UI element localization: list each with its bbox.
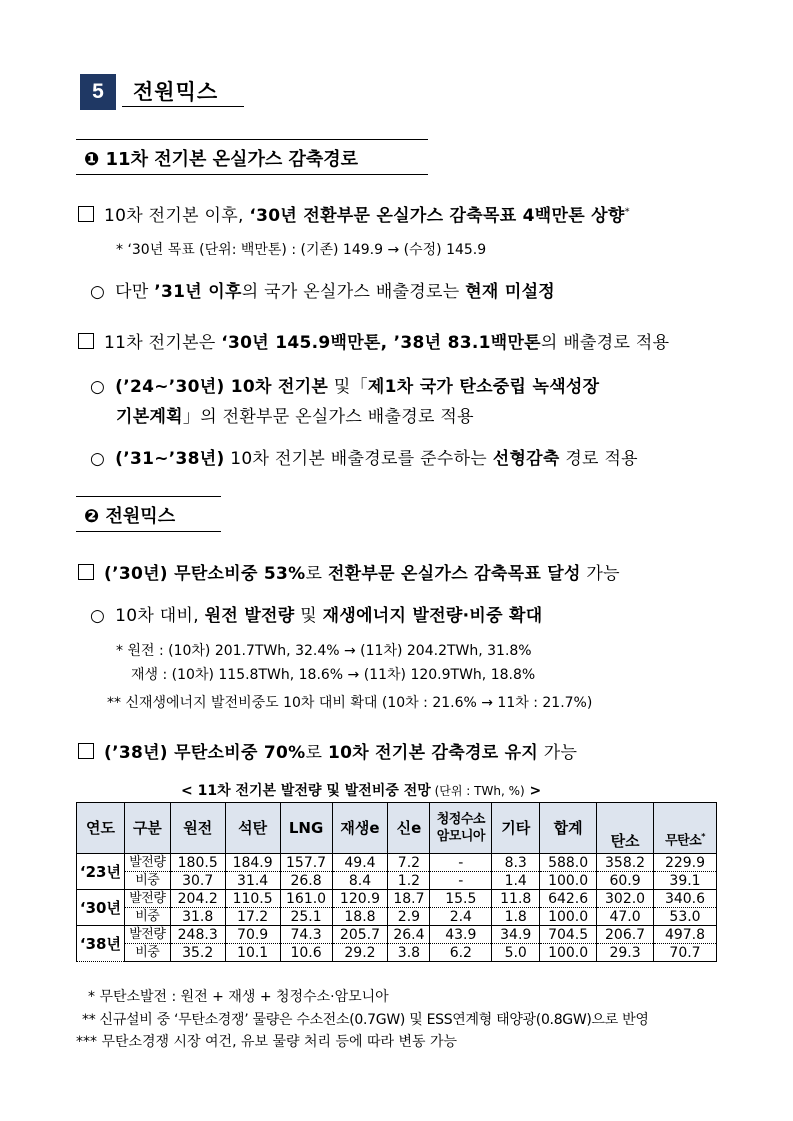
p8-bold-2: 10차 전기본 감축경로 유지 (327, 743, 539, 763)
header-year: 연도 (77, 803, 125, 854)
header-lng: LNG (280, 803, 332, 854)
table-cell: 497.8 (654, 926, 717, 944)
p3-text-1: 11차 전기본은 (104, 333, 222, 353)
square-bullet-icon (78, 206, 94, 222)
table-cell: 1.2 (388, 872, 430, 890)
square-bullet-icon (78, 333, 94, 349)
header-total: 합계 (540, 803, 597, 854)
table-row (77, 908, 717, 926)
p2-text-2: 의 국가 온실가스 배출경로는 (241, 282, 466, 302)
paragraph-7 (90, 601, 543, 626)
table-cell: 100.0 (540, 908, 597, 926)
p5-bold-1: (’31~’38년) (115, 449, 225, 469)
table-cell: 7.2 (388, 854, 430, 872)
table-cell: 588.0 (540, 854, 597, 872)
header-nuclear: 원전 (170, 803, 225, 854)
header-kind: 구분 (124, 803, 170, 854)
note-2c: ** 신재생에너지 발전비중도 10차 대비 확대 (10차 : 21.6% → 11차 : 21.7%) (107, 695, 593, 711)
p3-sep: , (380, 333, 394, 353)
table-cell: 49.4 (332, 854, 388, 872)
table-cell: 206.7 (597, 926, 654, 944)
p7-text-2: 및 (294, 606, 323, 626)
table-cell: 161.0 (280, 890, 332, 908)
table-caption (181, 780, 541, 800)
circle-bullet-icon: ○ (90, 606, 106, 626)
table-cell: 18.7 (388, 890, 430, 908)
table-cell: 15.5 (430, 890, 492, 908)
table-row (77, 890, 717, 908)
subsection-1-title: 11차 전기본 온실가스 감축경로 (105, 149, 359, 170)
table-year-cell: ‘23년 (77, 854, 125, 890)
table-cell: 29.2 (332, 944, 388, 962)
p5-text-1: 10차 전기본 배출경로를 준수하는 (224, 449, 493, 469)
circle-bullet-icon: ○ (90, 377, 106, 397)
table-cell: 248.3 (170, 926, 225, 944)
table-cell: 47.0 (597, 908, 654, 926)
p1-bold: ‘30년 전환부문 온실가스 감축목표 4백만톤 상향 (249, 206, 625, 226)
p4-bold-3: 기본계획 (116, 407, 183, 427)
p7-bold-1: 원전 발전량 (204, 606, 295, 626)
table-cell: 74.3 (280, 926, 332, 944)
p2-text-1: 다만 (115, 282, 155, 302)
table-cell: 53.0 (654, 908, 717, 926)
table-cell: 25.1 (280, 908, 332, 926)
table-row (77, 926, 717, 944)
table-cell: 26.8 (280, 872, 332, 890)
paragraph-1 (78, 201, 630, 226)
footnote-1: * 무탄소발전 : 원전 + 재생 + 청정수소·암모니아 (88, 989, 389, 1005)
table-cell: 31.4 (225, 872, 280, 890)
p6-bold-2: 전환부문 온실가스 감축목표 달성 (327, 564, 581, 584)
table-cell: 30.7 (170, 872, 225, 890)
note-2a: * 원전 : (10차) 201.7TWh, 32.4% → (11차) 204.2TWh, 31.8% (116, 643, 532, 659)
table-cell: 18.8 (332, 908, 388, 926)
table-cell: 1.8 (492, 908, 540, 926)
p6-bold-1: (’30년) 무탄소비중 53% (104, 564, 306, 584)
p7-bold-2: 재생에너지 발전량·비중 확대 (322, 606, 543, 626)
table-cell: - (430, 872, 492, 890)
paragraph-8 (78, 738, 577, 763)
table-row (77, 872, 717, 890)
table-kind-cell: 발전량 (124, 890, 170, 908)
p1-sup: * (624, 206, 630, 218)
table-cell: 110.5 (225, 890, 280, 908)
p7-text-1: 10차 대비, (115, 606, 205, 626)
p3-bold-1: ‘30년 145.9백만톤 (221, 333, 381, 353)
table-row (77, 944, 717, 962)
p4-text-1: 및「 (328, 377, 368, 397)
table-cell: 100.0 (540, 944, 597, 962)
table-kind-cell: 비중 (124, 908, 170, 926)
table-caption-end: > (524, 783, 542, 799)
header-carbon-free: 무탄소* (654, 803, 717, 854)
table-cell: 43.9 (430, 926, 492, 944)
table-cell: 5.0 (492, 944, 540, 962)
circle-bullet-icon: ○ (90, 282, 106, 302)
subsection-2-title: 전원믹스 (105, 506, 176, 527)
table-cell: 358.2 (597, 854, 654, 872)
table-caption-title: < 11차 전기본 발전량 및 발전비중 전망 (181, 783, 431, 799)
table-cell: 6.2 (430, 944, 492, 962)
square-bullet-icon (78, 564, 94, 580)
p1-text: 10차 전기본 이후, (104, 206, 250, 226)
table-cell: 3.8 (388, 944, 430, 962)
p3-bold-2: ’38년 83.1백만톤 (393, 333, 541, 353)
header-renewable: 재생e (332, 803, 388, 854)
subsection-1-marker: ❶ (84, 149, 100, 170)
table-cell: 8.4 (332, 872, 388, 890)
footnote-2: ** 신규설비 중 ‘무탄소경쟁’ 물량은 수소전소(0.7GW) 및 ESS연계형 태양광(0.8GW)으로 반영 (82, 1012, 649, 1028)
header-other: 기타 (492, 803, 540, 854)
table-cell: 60.9 (597, 872, 654, 890)
table-cell: 120.9 (332, 890, 388, 908)
p8-text-2: 가능 (538, 743, 578, 763)
table-cell: 10.6 (280, 944, 332, 962)
note-2b: 재생 : (10차) 115.8TWh, 18.6% → (11차) 120.9TWh, 18.8% (131, 667, 536, 683)
table-cell: 39.1 (654, 872, 717, 890)
table-cell: 704.5 (540, 926, 597, 944)
paragraph-6 (78, 559, 620, 584)
paragraph-2 (90, 277, 555, 302)
table-cell: 2.9 (388, 908, 430, 926)
square-bullet-icon (78, 743, 94, 759)
p8-bold-1: (’38년) 무탄소비중 70% (104, 743, 306, 763)
subsection-2-heading (84, 502, 175, 528)
table-cell: 8.3 (492, 854, 540, 872)
table-cell: 29.3 (597, 944, 654, 962)
header-coal: 석탄 (225, 803, 280, 854)
table-year-cell: ‘38년 (77, 926, 125, 962)
table-kind-cell: 발전량 (124, 854, 170, 872)
table-cell: 180.5 (170, 854, 225, 872)
header-new-energy: 신e (388, 803, 430, 854)
section-title: 전원믹스 (133, 80, 219, 104)
table-cell: 70.7 (654, 944, 717, 962)
p2-bold-2: 현재 미설정 (465, 282, 556, 302)
table-year-cell: ‘30년 (77, 890, 125, 926)
p8-text-1: 로 (305, 743, 328, 763)
table-kind-cell: 비중 (124, 872, 170, 890)
paragraph-4-line-1 (90, 372, 599, 397)
table-cell: 340.6 (654, 890, 717, 908)
section-underline (122, 106, 244, 107)
paragraph-5 (90, 444, 638, 469)
table-cell: 31.8 (170, 908, 225, 926)
table-cell: 184.9 (225, 854, 280, 872)
table-kind-cell: 비중 (124, 944, 170, 962)
p2-bold-1: ’31년 이후 (154, 282, 242, 302)
table-cell: 302.0 (597, 890, 654, 908)
table-cell: 11.8 (492, 890, 540, 908)
table-header-row (77, 803, 717, 854)
table-cell: 2.4 (430, 908, 492, 926)
table-cell: 229.9 (654, 854, 717, 872)
table-cell: 204.2 (170, 890, 225, 908)
table-caption-unit: (단위 : TWh, %) (430, 784, 525, 798)
generation-mix-table (76, 802, 717, 962)
table-cell: 642.6 (540, 890, 597, 908)
subsection-2-marker: ❷ (84, 506, 100, 527)
circle-bullet-icon: ○ (90, 449, 106, 469)
table-cell: 35.2 (170, 944, 225, 962)
table-cell: 34.9 (492, 926, 540, 944)
p4-text-2: 」의 전환부문 온실가스 배출경로 적용 (182, 407, 474, 427)
p4-bold-1: (’24~’30년) 10차 전기본 (115, 377, 329, 397)
p5-text-2: 경로 적용 (559, 449, 638, 469)
footnote-3: *** 무탄소경쟁 시장 여건, 유보 물량 처리 등에 따라 변동 가능 (76, 1034, 458, 1050)
p6-text-1: 로 (305, 564, 328, 584)
table-cell: 157.7 (280, 854, 332, 872)
paragraph-3 (78, 328, 669, 353)
table-cell: 1.4 (492, 872, 540, 890)
table-cell: - (430, 854, 492, 872)
table-row (77, 854, 717, 872)
table-kind-cell: 발전량 (124, 926, 170, 944)
table-cell: 17.2 (225, 908, 280, 926)
header-carbon: 탄소 (597, 803, 654, 854)
table-cell: 205.7 (332, 926, 388, 944)
note-1: * ‘30년 목표 (단위: 백만톤) : (기존) 149.9 → (수정) 145.9 (116, 242, 487, 258)
table-cell: 10.1 (225, 944, 280, 962)
subsection-1-heading (84, 145, 358, 171)
table-cell: 70.9 (225, 926, 280, 944)
section-number: 5 (80, 74, 116, 110)
p6-text-2: 가능 (580, 564, 620, 584)
header-hydrogen-ammonia: 청정수소 암모니아 (430, 803, 492, 854)
p3-text-2: 의 배출경로 적용 (540, 333, 670, 353)
p4-bold-2: 제1차 국가 탄소중립 녹색성장 (367, 377, 600, 397)
table-cell: 26.4 (388, 926, 430, 944)
table-cell: 100.0 (540, 872, 597, 890)
paragraph-4-line-2 (116, 402, 474, 427)
p5-bold-2: 선형감축 (492, 449, 560, 469)
